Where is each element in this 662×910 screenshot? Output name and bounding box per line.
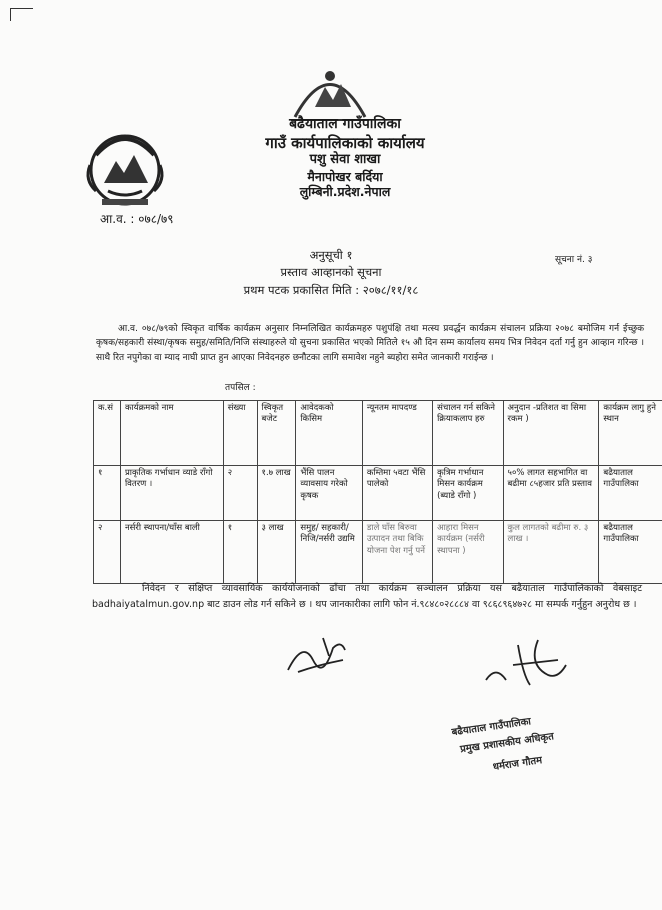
table-cell: १.७ लाख xyxy=(257,466,296,521)
table-row xyxy=(94,466,662,521)
table-cell: ५०% लागत सहभागित वा बढीमा ८५हजार प्रति प्रस्ताव xyxy=(503,466,599,521)
col-header: कार्यक्रमको नाम xyxy=(120,401,223,466)
table-cell: बढैयाताल गाउँपालिका xyxy=(599,521,662,584)
table-header-row xyxy=(94,401,662,466)
signature-right xyxy=(478,635,573,695)
table-cell: २ xyxy=(94,521,121,584)
stamp-line: बढैयाताल गाउँपालिका xyxy=(451,716,532,739)
official-stamp xyxy=(450,712,590,776)
table-cell: कुल लागतको बढीमा रु. ३ लाख । xyxy=(503,521,599,584)
municipality-name: बढैयाताल गाउँपालिका xyxy=(289,116,401,132)
table-cell: १ xyxy=(94,466,121,521)
municipality-logo-icon xyxy=(285,62,375,122)
section-name: पशु सेवा शाखा xyxy=(309,152,381,168)
col-header: न्यूनतम मापदण्ड xyxy=(362,401,432,466)
col-header: क.सं xyxy=(94,401,121,466)
table-cell: डाले घाँस बिरुवा उत्पादन तथा बिकि योजना पेश गर्नु पर्ने xyxy=(362,521,432,584)
corner-mark xyxy=(10,8,33,21)
table-cell: ३ लाख xyxy=(257,521,296,584)
schedule-label: अनुसूची १ xyxy=(309,248,353,262)
table-cell: १ xyxy=(223,521,257,584)
footer-paragraph: निवेदन र संक्षिप्त व्यावसायिक कार्ययोजनाको ढाँचा तथा कार्यक्रम सञ्चालन प्रक्रिया यस बढैयाताल गाउँपालिकाको वेबसाइट badhaiyatalmun.gov.np बाट डाउन लोड गर्न सकिने छ । थप जानकारीका लागि फोन नं.९८४८०२८८८४ वा ९८६८९६४७२८ मा सम्पर्क गर्नुहुन अनुरोध छ । xyxy=(92,583,642,611)
office-name: गाउँ कार्यपालिकाको कार्यालय xyxy=(265,133,425,152)
notice-title xyxy=(0,247,662,299)
signature-left xyxy=(283,630,353,680)
table-cell: बढैयाताल गाउँपालिका xyxy=(599,466,662,521)
notice-number: सूचना नं. ३ xyxy=(555,255,593,265)
program-table xyxy=(93,400,662,584)
fiscal-year: आ.व. : ०७८/७९ xyxy=(100,212,174,226)
address-line: मैनापोखर बर्दिया xyxy=(307,168,383,184)
col-header: संचालन गर्न सकिने क्रियाकलाप हरु xyxy=(433,401,503,466)
table-cell: समुह/ सहकारी/ निजि/नर्सरी उद्यमि xyxy=(296,521,362,584)
body-paragraph: आ.व. ०७८/७९को स्विकृत वार्षिक कार्यक्रम अनुसार निम्नलिखित कार्यक्रमहरु पशुपंक्षि तथा मत्स्य प्रवर्द्धन कार्यक्रम संचालन प्रक्रिया २०७८ बमोजिम गर्न ईच्छुक कृषक/सहकारी संस्था/कृषक समुह/समिति/निजि संस्थाहरुले यो सुचना प्रकासित भएको मितिले १५ औ दिन सम्म कार्यालय समय भित्र निवेदन दर्ता गर्नु हुन आव्हान गरिन्छ । साथै रित नपुगेका वा म्याद नाघी प्राप्त हुन आएका निवेदनहरु छनौटका लागि समावेश नहुने ब्यहोरा समेत जानकारी गराईन्छ । xyxy=(96,324,644,363)
table-cell: कम्तिमा ५वटा भैंसि पालेको xyxy=(362,466,432,521)
province-line: लुम्बिनी.प्रदेश.नेपाल xyxy=(299,184,391,200)
stamp-line: धर्मराज गौतम xyxy=(492,755,543,773)
table-cell: प्राकृतिक गर्भाधान व्याडे राँगो वितरण । xyxy=(120,466,223,521)
table-cell: भैंसि पालन व्यावसाय गरेको कृषक xyxy=(296,466,362,521)
table-cell: नर्सरी स्थापना/घाँस बाली xyxy=(120,521,223,584)
table-cell: २ xyxy=(223,466,257,521)
notice-subject: प्रस्ताव आव्हानको सूचना xyxy=(280,265,382,280)
stamp-line: प्रमुख प्रशासकीय अधिकृत xyxy=(459,731,555,756)
col-header: आवेदकको किसिम xyxy=(296,401,362,466)
col-header: स्विकृत बजेट xyxy=(257,401,296,466)
col-header: संख्या xyxy=(223,401,257,466)
list-label: तपसिल : xyxy=(225,383,256,393)
publish-date: प्रथम पटक प्रकासित मिति : २०७८/११/१८ xyxy=(243,282,419,297)
office-header xyxy=(230,116,460,200)
col-header: कार्यक्रम लागु हुने स्थान xyxy=(599,401,662,466)
table-row xyxy=(94,521,662,584)
col-header: अनुदान -प्रतिशत वा सिमा रकम ) xyxy=(503,401,599,466)
nepal-emblem-icon xyxy=(82,125,168,211)
table-cell: कृत्रिम गर्भाधान मिसन कार्यक्रम (ब्याडे राँगो ) xyxy=(433,466,503,521)
table-cell: आहारा मिसन कार्यक्रम (नर्सरी स्थापना ) xyxy=(433,521,503,584)
